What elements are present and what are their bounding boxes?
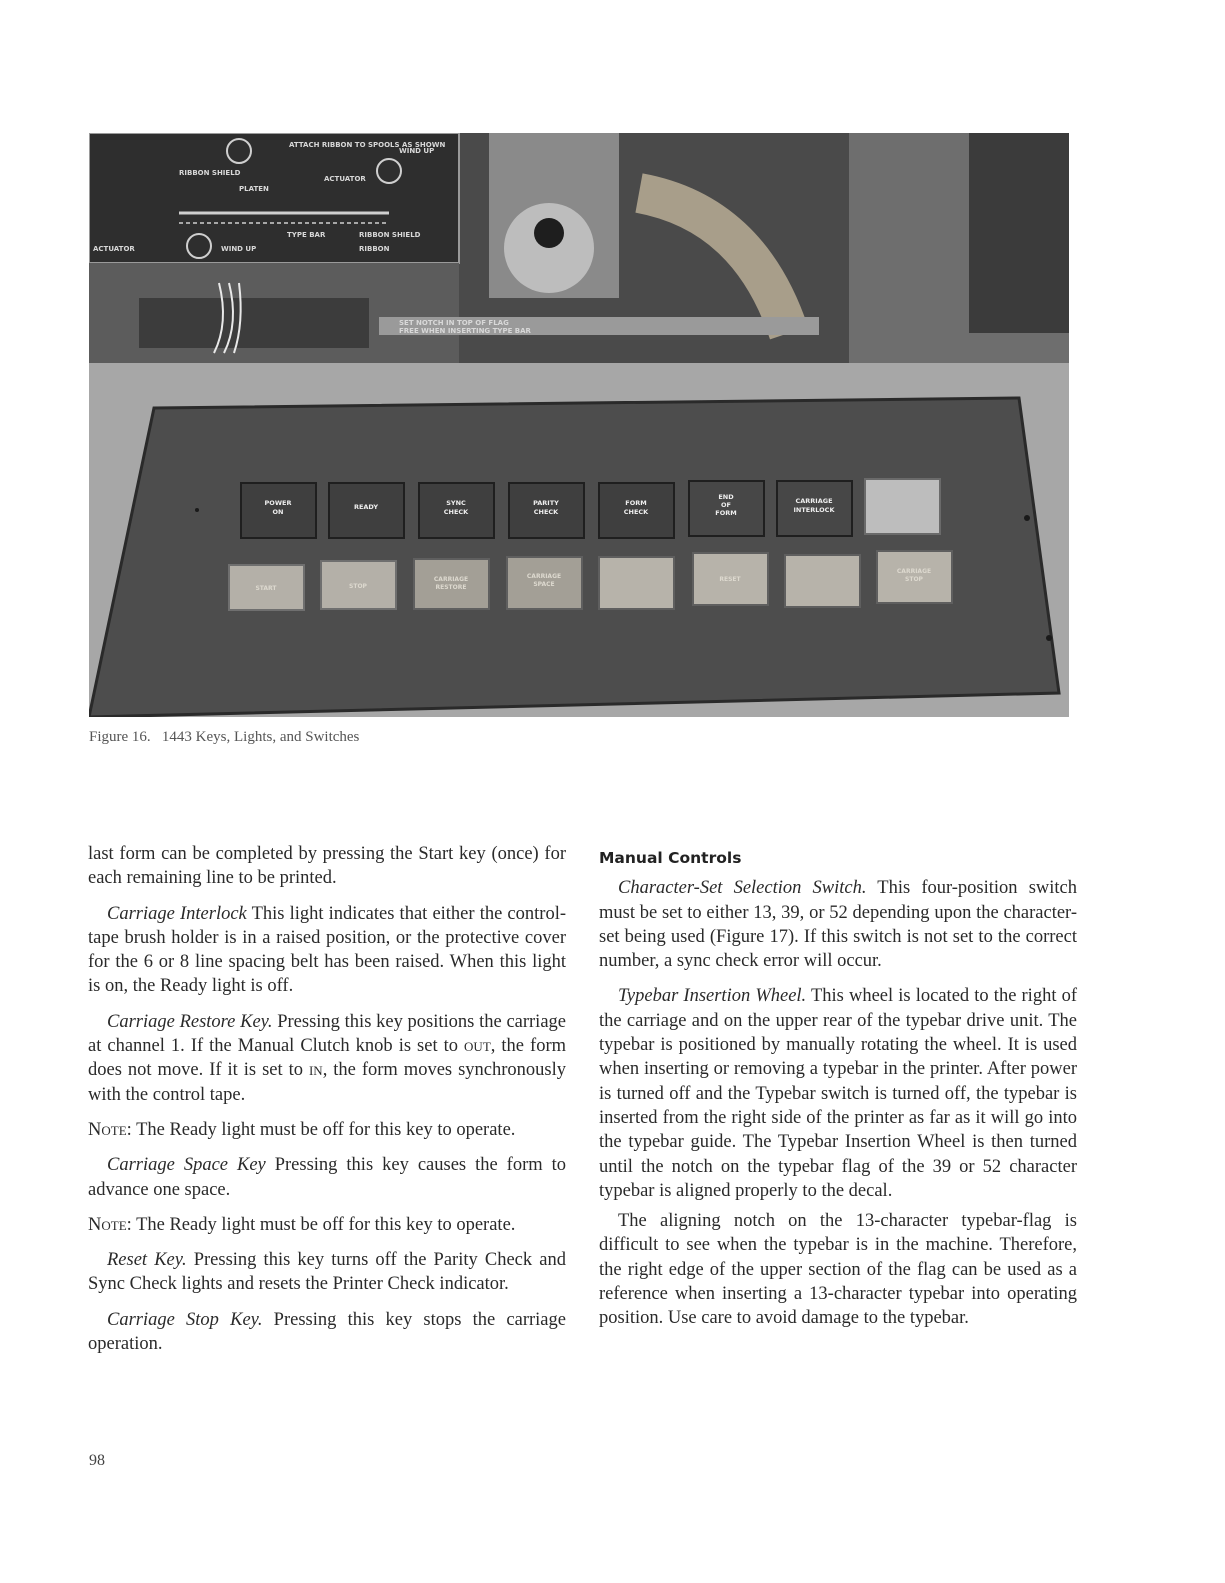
term-carriage-restore: Carriage Restore Key. bbox=[107, 1011, 273, 1032]
carriage-stop-key[interactable] bbox=[877, 551, 952, 603]
paragraph-carriage-space bbox=[88, 1153, 566, 1202]
paragraph-note-2 bbox=[88, 1213, 566, 1237]
term-carriage-interlock: Carriage Interlock bbox=[107, 903, 247, 924]
indicator-light-blank bbox=[865, 479, 940, 534]
decal-type-bar-label: TYPE BAR bbox=[287, 231, 326, 239]
text-restore-in: in bbox=[308, 1060, 323, 1081]
note-text-2: The Ready light must be off for this key to operate. bbox=[131, 1214, 516, 1235]
paragraph-note-1 bbox=[88, 1118, 566, 1142]
decal-actuator-left: ACTUATOR bbox=[93, 245, 135, 253]
decal-wind-up-right: WIND UP bbox=[399, 147, 435, 155]
text-typebar-insertion-wheel: This wheel is located to the right of the carriage and on the upper rear of the typebar drive unit. The typebar is positioned by manually rotating the wheel. It is used when inserting or removing a typebar in the printer. After power is turned off and the Typebar switch is turned off, the typebar is inserted from the right side of the printer as far as it will go into the typebar guide. The Typebar Insertion Wheel is then turned until the notch on the typebar flag of the 39 or 52 character typebar is aligned properly to the decal. bbox=[599, 986, 1077, 1201]
paragraph-continuation: last form can be completed by pressing the Start key (once) for each remaining line to be printed. bbox=[88, 844, 566, 889]
svg-text:CARRIAGESPACE: CARRIAGE SPACE bbox=[526, 573, 562, 588]
term-reset-key: Reset Key. bbox=[107, 1250, 187, 1271]
svg-text:CARRIAGEINTERLOCK: CARRIAGE INTERLOCK bbox=[793, 497, 835, 514]
indicator-light-power-on bbox=[241, 483, 316, 538]
indicator-light-form-check bbox=[599, 483, 674, 538]
printer-panel-illustration bbox=[89, 133, 1069, 717]
svg-text:SYNCCHECK: SYNC CHECK bbox=[443, 499, 469, 516]
paragraph-typebar-insertion-wheel bbox=[599, 984, 1077, 1203]
decal-ribbon-shield-left: RIBBON SHIELD bbox=[179, 169, 241, 177]
note-text-1: The Ready light must be off for this key to operate. bbox=[131, 1119, 516, 1140]
term-carriage-space: Carriage Space Key bbox=[107, 1155, 266, 1176]
text-restore-out: out bbox=[464, 1036, 491, 1057]
text-carriage-interlock: This light indicates that either the control-tape brush holder is in a raised position, or the protective cover for the 6 or 8 line spacing belt has been raised. When this light is on, the Ready light is off. bbox=[88, 903, 566, 997]
figure-photo bbox=[89, 133, 1069, 717]
svg-text:CARRIAGERESTORE: CARRIAGE RESTORE bbox=[433, 576, 469, 591]
decal-notch-line2: FREE WHEN INSERTING TYPE BAR bbox=[399, 327, 531, 335]
indicator-light-ready bbox=[329, 483, 404, 538]
indicator-light-sync-check bbox=[419, 483, 494, 538]
indicator-light-end-of-form bbox=[689, 481, 764, 536]
decal-wind-up-left: WIND UP bbox=[221, 245, 257, 253]
blank-key-1[interactable] bbox=[599, 557, 674, 609]
reset-key[interactable] bbox=[693, 553, 768, 605]
indicator-light-parity-check bbox=[509, 483, 584, 538]
svg-text:PARITYCHECK: PARITY CHECK bbox=[533, 499, 559, 516]
text-restore-c: , the form moves synchronously with the control tape. bbox=[88, 1060, 566, 1105]
decal-actuator-right: ACTUATOR bbox=[324, 175, 366, 183]
svg-text:READY: READY bbox=[353, 503, 379, 511]
figure-caption: Figure 16. 1443 Keys, Lights, and Switches bbox=[89, 729, 360, 745]
svg-text:RESET: RESET bbox=[719, 576, 741, 583]
note-label-1: Note: bbox=[88, 1119, 132, 1140]
section-heading-manual-controls: Manual Controls bbox=[599, 849, 742, 867]
svg-text:CARRIAGESTOP: CARRIAGE STOP bbox=[896, 568, 932, 583]
start-key[interactable] bbox=[229, 565, 304, 610]
term-carriage-stop: Carriage Stop Key. bbox=[107, 1309, 263, 1330]
text-restore-b: , the form does not move. If it is set to bbox=[88, 1036, 566, 1081]
text-carriage-stop: Pressing this key stops the carriage operation. bbox=[88, 1309, 566, 1355]
decal-notch-line1: SET NOTCH IN TOP OF FLAG bbox=[399, 319, 509, 327]
paragraph-carriage-restore bbox=[88, 1010, 566, 1107]
svg-text:ENDOFFORM: END OF FORM bbox=[715, 493, 737, 517]
decal-ribbon-shield-right: RIBBON SHIELD bbox=[359, 231, 421, 239]
decal-platen-label: PLATEN bbox=[239, 185, 269, 193]
text-reset-key: Pressing this key turns off the Parity Check and Sync Check lights and resets the Printer Check indicator. bbox=[88, 1250, 566, 1295]
carriage-space-key[interactable] bbox=[507, 557, 582, 609]
paragraph-character-set-switch bbox=[599, 876, 1077, 973]
text-character-set-switch: This four-position switch must be set to either 13, 39, or 52 depending upon the character-set being used (Figure 17). If this switch is not set to the correct number, a sync check error will occur. bbox=[599, 878, 1077, 972]
paragraph-aligning-notch: The aligning notch on the 13-character typebar-flag is difficult to see when the typebar is in the machine. Therefore, the right edge of the upper section of the flag can be used as a reference when inserting a 13-character typebar into operating position. Use care to avoid damage to the typebar. bbox=[599, 1211, 1077, 1329]
note-label-2: Note: bbox=[88, 1214, 132, 1235]
page-number: 98 bbox=[89, 1452, 105, 1469]
right-column bbox=[599, 842, 1077, 1342]
paragraph-carriage-interlock bbox=[88, 902, 566, 999]
svg-text:POWERON: POWER ON bbox=[264, 499, 292, 516]
text-carriage-space: Pressing this key causes the form to advance one space. bbox=[88, 1155, 567, 1200]
decal-attach-label: ATTACH RIBBON TO SPOOLS AS SHOWN bbox=[289, 141, 446, 149]
text-restore-a: Pressing this key positions the carriage at channel 1. If the Manual Clutch knob is set to bbox=[88, 1011, 566, 1057]
carriage-restore-key[interactable] bbox=[414, 559, 489, 609]
svg-text:STOP: STOP bbox=[349, 583, 367, 590]
svg-text:START: START bbox=[255, 585, 277, 592]
paragraph-carriage-stop bbox=[88, 1308, 566, 1357]
decal-ribbon-label: RIBBON bbox=[359, 245, 390, 253]
paragraph-reset-key bbox=[88, 1248, 566, 1297]
term-typebar-insertion-wheel: Typebar Insertion Wheel. bbox=[618, 986, 807, 1007]
left-column bbox=[88, 842, 566, 1367]
indicator-light-carriage-interlock bbox=[777, 481, 852, 536]
stop-key[interactable] bbox=[321, 561, 396, 609]
blank-key-2[interactable] bbox=[785, 555, 860, 607]
term-character-set-switch: Character-Set Selection Switch. bbox=[618, 878, 867, 899]
svg-text:FORMCHECK: FORM CHECK bbox=[623, 499, 649, 516]
